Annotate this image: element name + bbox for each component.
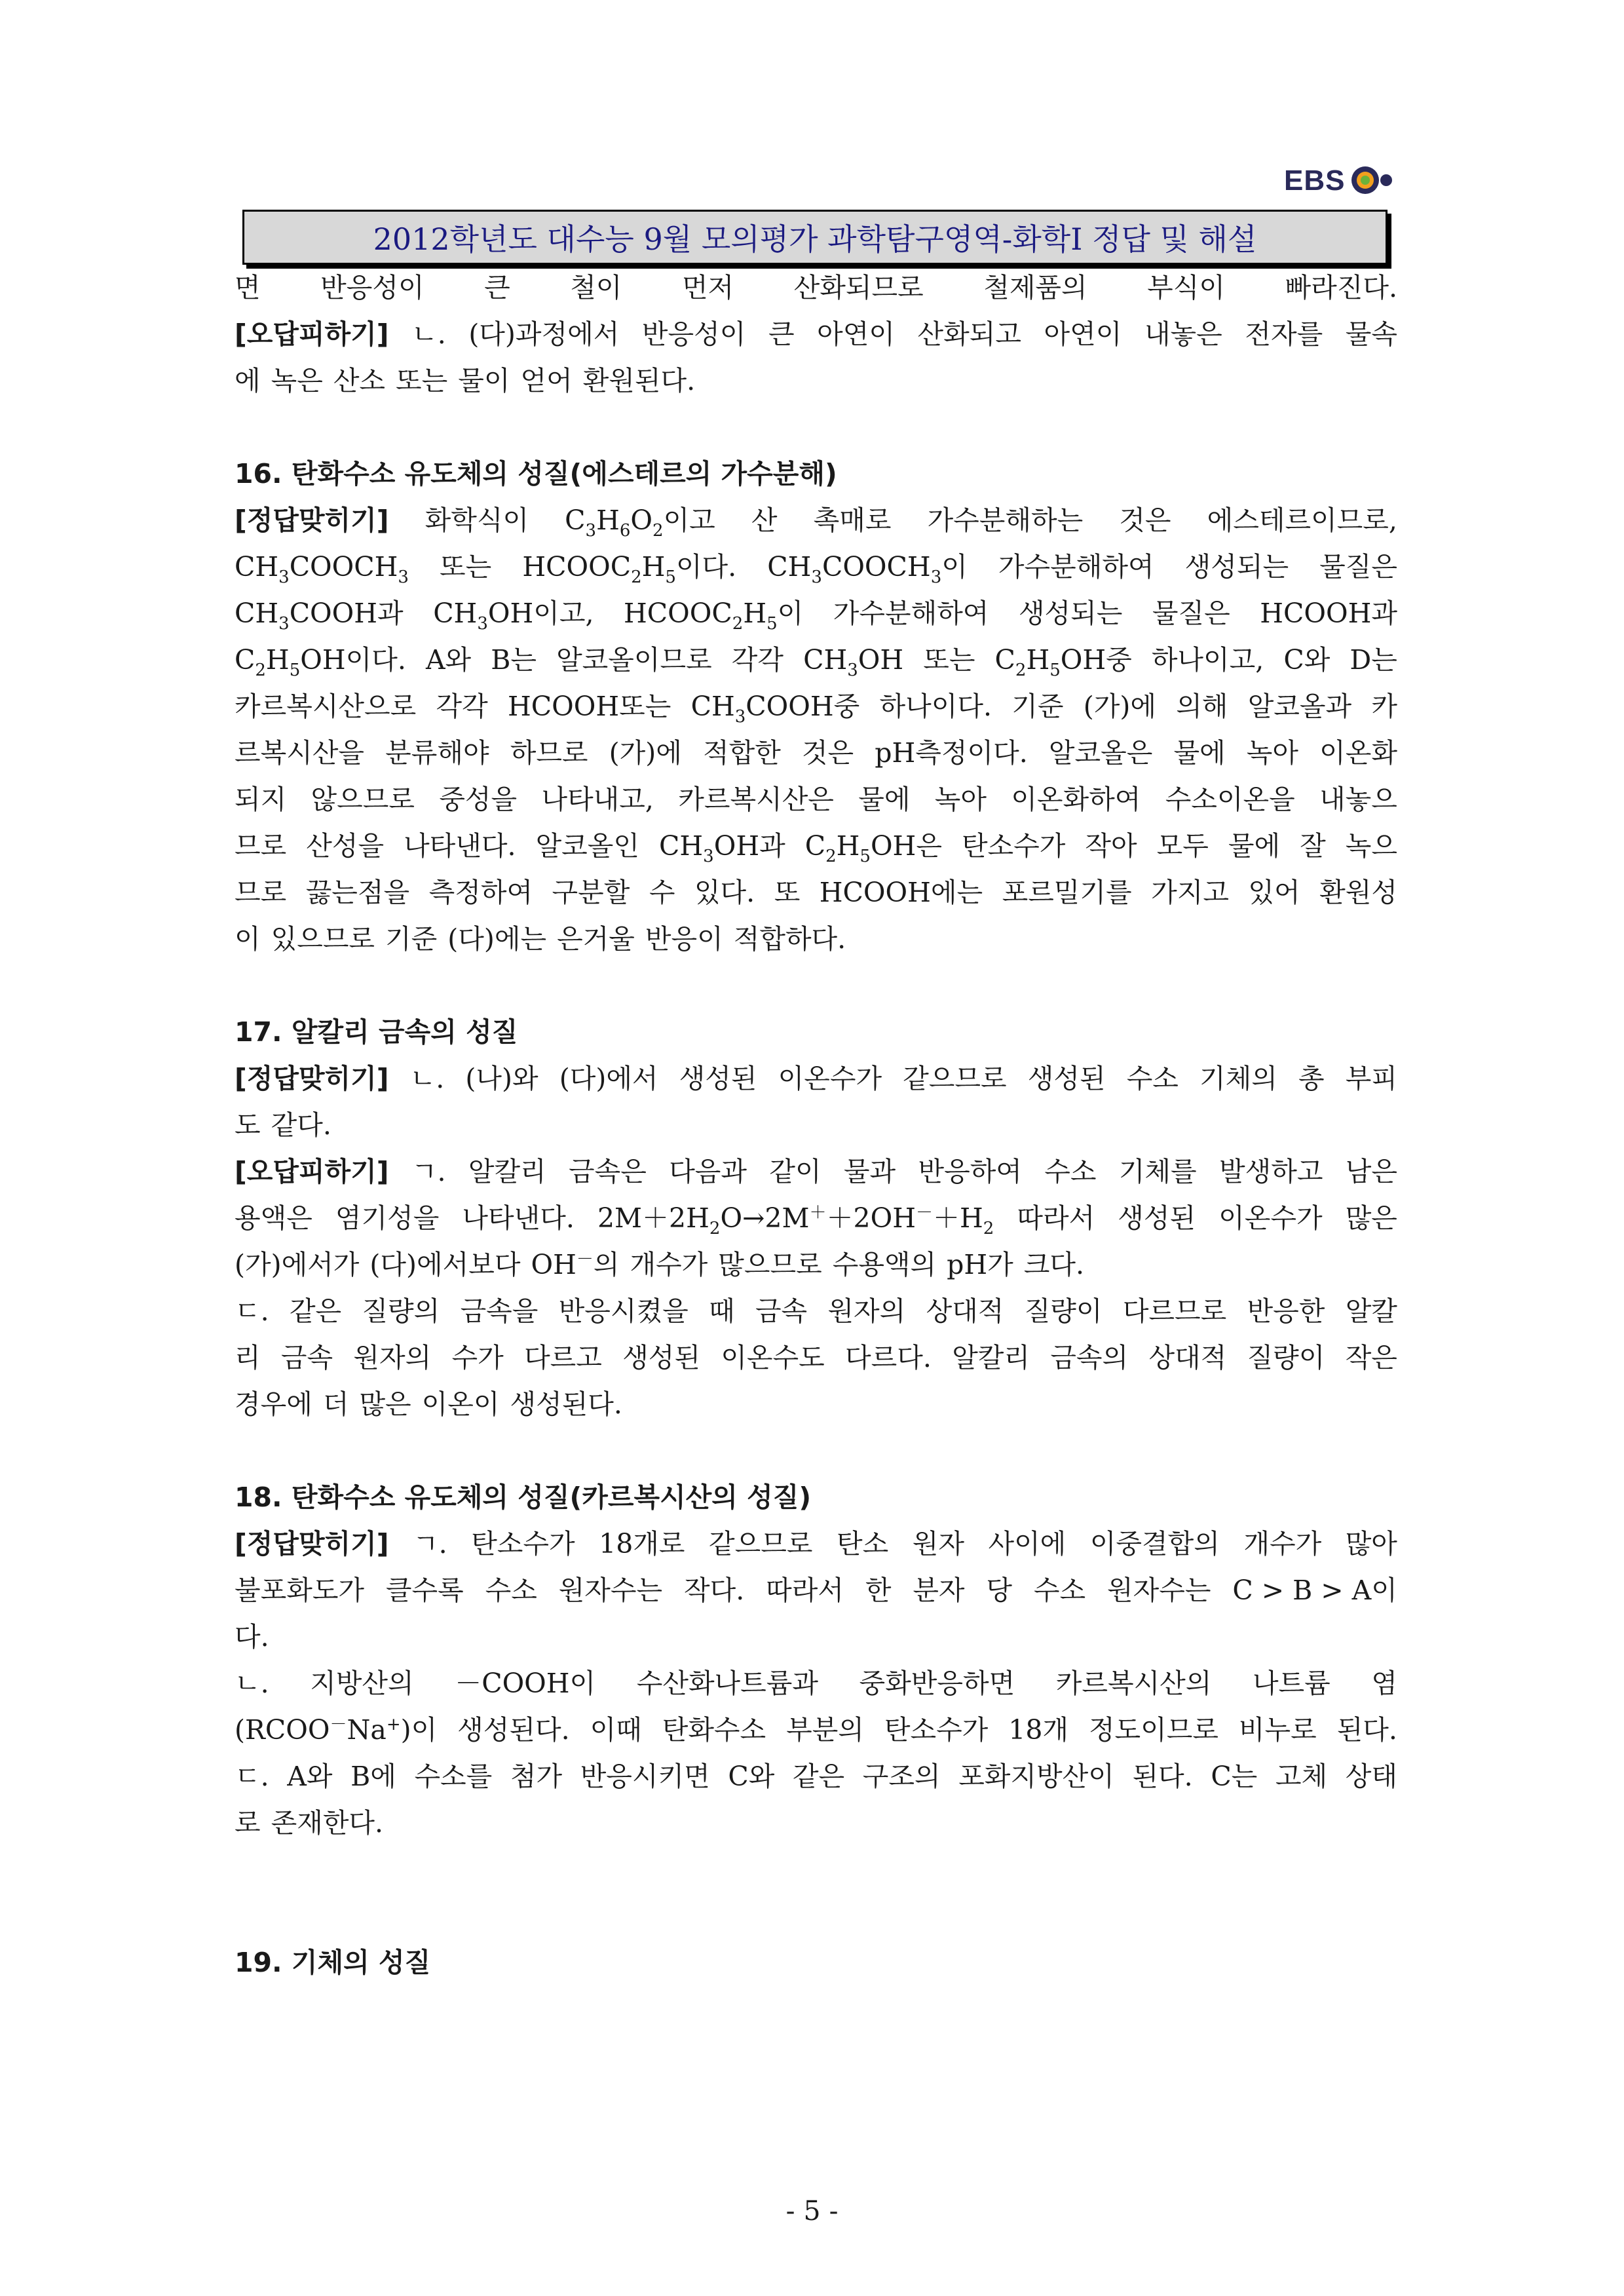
word: 알코올이므로 bbox=[556, 644, 712, 676]
word: 다. bbox=[235, 1621, 269, 1653]
word: ㄴ. bbox=[411, 318, 446, 350]
word: 녹아 bbox=[934, 784, 987, 815]
word: 의해 bbox=[1176, 691, 1228, 722]
word: 작다. bbox=[684, 1575, 745, 1606]
word: 녹으 bbox=[1345, 830, 1397, 862]
formula: $HCOOC_2H_5$이다. bbox=[522, 551, 737, 587]
word: 에스테르이므로, bbox=[1207, 505, 1397, 536]
word: 각각 bbox=[436, 691, 488, 722]
word: 이온화하여 bbox=[1011, 784, 1141, 815]
word: 많은 bbox=[359, 1388, 411, 1420]
word: 다르다. bbox=[845, 1342, 932, 1373]
word: 같으므로 bbox=[903, 1063, 1007, 1094]
word: 잘 bbox=[1300, 830, 1326, 862]
text-line bbox=[235, 776, 1397, 823]
word: 생성된다. bbox=[510, 1388, 622, 1420]
word: 알칼리 bbox=[468, 1156, 546, 1187]
word: 한 bbox=[865, 1575, 892, 1606]
answer-label: [오답피하기] bbox=[235, 1156, 389, 1187]
text-line bbox=[235, 916, 1397, 963]
word: 탄소 bbox=[837, 1528, 889, 1559]
word: 수소이온을 bbox=[1165, 784, 1295, 815]
section-heading-17: 17. 알칼리 금속의 성질 bbox=[235, 1016, 518, 1048]
formula: $C_3H_6O_2$이고 bbox=[565, 505, 715, 541]
word: 기준 bbox=[1011, 691, 1064, 722]
text-line bbox=[235, 1753, 1397, 1800]
word: (다)에서 bbox=[559, 1063, 658, 1094]
word: 따라서 bbox=[1017, 1202, 1095, 1234]
formula: $CH_3OH$과 bbox=[659, 830, 785, 866]
word: 가수분해하는 bbox=[927, 505, 1084, 536]
word: 이때 bbox=[590, 1714, 642, 1746]
text-line bbox=[235, 637, 1397, 683]
text-line bbox=[235, 1521, 1397, 1567]
word: 수소 bbox=[1033, 1575, 1086, 1606]
word: 개수가 bbox=[1243, 1528, 1322, 1559]
text-line bbox=[235, 590, 1397, 637]
word: 포르밀기를 bbox=[1002, 877, 1132, 908]
word: 용액은 bbox=[235, 1202, 312, 1234]
word: C는 bbox=[1211, 1761, 1258, 1792]
word: 모두 bbox=[1156, 830, 1209, 862]
word: ㄷ. bbox=[235, 1295, 269, 1327]
word: 기체의 bbox=[1199, 1063, 1277, 1094]
formula: $CH_3COOH$중 bbox=[690, 691, 860, 727]
answer-label: [정답맞히기] bbox=[235, 1528, 389, 1559]
word: 도 bbox=[235, 1109, 261, 1141]
word: 알칼 bbox=[1345, 1295, 1397, 1327]
word: 있어 bbox=[1248, 877, 1300, 908]
word: 구조의 bbox=[862, 1761, 941, 1792]
formula: $CH_3COOH$과 bbox=[235, 598, 404, 634]
formula: HCOOH또는 bbox=[508, 691, 671, 722]
word: 이온수도 bbox=[721, 1342, 825, 1373]
word: 같으므로 bbox=[709, 1528, 813, 1559]
word: 다르고 bbox=[524, 1342, 602, 1373]
word: 비누로 bbox=[1238, 1714, 1317, 1746]
word: 반응시켰을 bbox=[558, 1295, 689, 1327]
word: 수 bbox=[649, 877, 675, 908]
word: 르복시산을 bbox=[235, 737, 365, 769]
formula: $HCOOC_2H_5$이 bbox=[624, 598, 804, 634]
word: 다르므로 bbox=[1122, 1295, 1227, 1327]
word: 고체 bbox=[1275, 1761, 1328, 1792]
word: 수가 bbox=[451, 1342, 504, 1373]
word: 질량이 bbox=[1024, 1295, 1103, 1327]
word: 또 bbox=[774, 877, 801, 908]
word: 알코올인 bbox=[535, 830, 639, 862]
word: 되지 bbox=[235, 784, 287, 815]
word: 큰 bbox=[768, 318, 795, 350]
word: C와 bbox=[1283, 644, 1331, 676]
word: 산성을 bbox=[306, 830, 385, 862]
word: 크다. bbox=[1023, 1249, 1085, 1280]
word: 탄화수소 bbox=[662, 1714, 766, 1746]
word: 때 bbox=[709, 1295, 735, 1327]
word: 전자를 bbox=[1245, 318, 1323, 350]
word: D는 bbox=[1350, 644, 1397, 676]
word: 적합하다. bbox=[733, 923, 846, 955]
word: 하나이다. bbox=[879, 691, 992, 722]
word: 많아 bbox=[1345, 1528, 1397, 1559]
word: 나타낸다. bbox=[462, 1202, 575, 1234]
word: 같은 bbox=[792, 1761, 845, 1792]
word: 은거울 bbox=[557, 923, 635, 955]
word: 물에 bbox=[858, 784, 911, 815]
word: 산소 bbox=[333, 365, 386, 396]
word: 금속 bbox=[755, 1295, 808, 1327]
word: 작아 bbox=[1085, 830, 1137, 862]
formula: HCOOH과 bbox=[1260, 598, 1397, 629]
word: 물질은 bbox=[1152, 598, 1230, 629]
text-line bbox=[235, 1195, 1397, 1242]
document-body bbox=[235, 265, 1397, 1986]
text-line bbox=[235, 870, 1397, 916]
word: 가수분해하여 bbox=[833, 598, 989, 629]
word: 생성된 bbox=[679, 1063, 757, 1094]
word: 나타낸다. bbox=[404, 830, 516, 862]
word: 이중결합의 bbox=[1089, 1528, 1220, 1559]
word: C > B > A이 bbox=[1232, 1575, 1397, 1606]
text-line bbox=[235, 823, 1397, 870]
word: 반응한 bbox=[1247, 1295, 1325, 1327]
word: 기준 bbox=[385, 923, 438, 955]
word: 산 bbox=[751, 505, 778, 536]
word: 철이 bbox=[570, 272, 622, 303]
word: 므로 bbox=[235, 830, 287, 862]
word: A와 bbox=[425, 644, 472, 676]
word: 생성된다. bbox=[457, 1714, 570, 1746]
word: 중성을 bbox=[439, 784, 518, 815]
word: 지방산의 bbox=[310, 1668, 414, 1699]
word: 이온화 bbox=[1319, 737, 1397, 769]
word: 탄소수가 bbox=[471, 1528, 575, 1559]
text-line bbox=[235, 683, 1397, 730]
answer-label: [오답피하기] bbox=[235, 318, 389, 350]
ebs-logo-icon bbox=[1351, 163, 1394, 197]
word: 물질은 bbox=[1319, 551, 1397, 583]
text-line bbox=[235, 1056, 1397, 1102]
word: 금속의 bbox=[1050, 1342, 1129, 1373]
word: 같다. bbox=[271, 1109, 331, 1141]
word: 가지고 bbox=[1151, 877, 1229, 908]
word: ㄷ. bbox=[235, 1761, 269, 1792]
word: 알코올은 bbox=[1048, 737, 1153, 769]
word: 물속 bbox=[1345, 318, 1397, 350]
word: 같은 bbox=[289, 1295, 342, 1327]
word: B에 bbox=[350, 1761, 396, 1792]
word: 녹은 bbox=[271, 365, 323, 396]
word: (다)에는 bbox=[447, 923, 547, 955]
word: 분류해야 bbox=[385, 737, 489, 769]
word: 반응하여 bbox=[918, 1156, 1022, 1187]
word: (다)에서보다 bbox=[369, 1249, 521, 1280]
word: 반응성이 bbox=[641, 318, 746, 350]
text-line bbox=[235, 1800, 1397, 1846]
text-line bbox=[235, 1288, 1397, 1335]
word: A와 bbox=[287, 1761, 333, 1792]
text-line bbox=[235, 1102, 1397, 1149]
word: 나트륨 bbox=[1252, 1668, 1331, 1699]
word: 촉매로 bbox=[813, 505, 892, 536]
word: 불포화도가 bbox=[235, 1575, 365, 1606]
word: 생성된 bbox=[1118, 1202, 1196, 1234]
word: 분자 bbox=[913, 1575, 965, 1606]
word: (가)에 bbox=[1083, 691, 1156, 722]
word: 리 bbox=[235, 1342, 261, 1373]
word: 녹아 bbox=[1246, 737, 1299, 769]
word: 물과 bbox=[843, 1156, 896, 1187]
word: 염기성을 bbox=[335, 1202, 440, 1234]
word: 포화지방산이 bbox=[958, 1761, 1114, 1792]
word: 더 bbox=[322, 1388, 349, 1420]
word: 환원된다. bbox=[582, 365, 696, 396]
word: 물이 bbox=[458, 365, 510, 396]
word: 중화반응하면 bbox=[859, 1668, 1015, 1699]
word: 기체를 bbox=[1118, 1156, 1197, 1187]
word: 이온수가 bbox=[1218, 1202, 1323, 1234]
word: 부피 bbox=[1345, 1063, 1397, 1094]
word: pH가 bbox=[947, 1249, 1013, 1280]
word: 금속 bbox=[280, 1342, 333, 1373]
word: B는 bbox=[491, 644, 537, 676]
answer-label: [정답맞히기] bbox=[235, 505, 389, 536]
word: 생성되는 bbox=[1184, 551, 1289, 583]
formula: $CH_3OH$ bbox=[803, 644, 904, 680]
word: 또는 bbox=[440, 551, 492, 583]
word: ㄱ. bbox=[413, 1528, 447, 1559]
word: 당 bbox=[986, 1575, 1013, 1606]
word: 원자의 bbox=[827, 1295, 906, 1327]
formula: OH－의 bbox=[531, 1249, 620, 1280]
word: 수소 bbox=[1126, 1063, 1179, 1094]
word: 상대적 bbox=[926, 1295, 1004, 1327]
formula: $CH_3COOCH_3$ bbox=[235, 551, 409, 587]
word: 이온이 bbox=[421, 1388, 500, 1420]
page-number: - 5 - bbox=[785, 2195, 839, 2227]
section-heading-18: 18. 탄화수소 유도체의 성질(카르복시산의 성질) bbox=[235, 1482, 812, 1513]
word: 카르복시산의 bbox=[1055, 1668, 1212, 1699]
word: 하나이고, bbox=[1151, 644, 1264, 676]
word: 산화되므로 bbox=[793, 272, 924, 303]
word: 된다. bbox=[1336, 1714, 1397, 1746]
word: 로 bbox=[235, 1807, 261, 1839]
formula: $CH_3COOCH_3$이 bbox=[767, 551, 968, 587]
word: 질량의 bbox=[362, 1295, 440, 1327]
word: 생성된 bbox=[622, 1342, 701, 1373]
text-line bbox=[235, 1242, 1397, 1288]
word: 수용액의 bbox=[832, 1249, 937, 1280]
word: 금속은 bbox=[569, 1156, 647, 1187]
word: 환원성 bbox=[1319, 877, 1397, 908]
word: 원자수는 bbox=[1107, 1575, 1211, 1606]
word: 물에 bbox=[1228, 830, 1281, 862]
formula: $C_2H_5OH$중 bbox=[994, 644, 1132, 680]
text-line bbox=[235, 1707, 1397, 1753]
text-line bbox=[235, 1335, 1397, 1381]
word: 있다. bbox=[694, 877, 755, 908]
word: 내놓으 bbox=[1319, 784, 1397, 815]
word: 생성되는 bbox=[1018, 598, 1123, 629]
word: 개수가 bbox=[630, 1249, 708, 1280]
word: 탄소수가 bbox=[961, 830, 1066, 862]
word: 상태 bbox=[1345, 1761, 1397, 1792]
document-title-box bbox=[242, 210, 1388, 265]
text-line bbox=[235, 730, 1397, 776]
word: 물에 bbox=[1173, 737, 1226, 769]
word: 탄소수가 bbox=[884, 1714, 989, 1746]
word: 산화되고 bbox=[917, 318, 1021, 350]
text-line bbox=[235, 497, 1397, 544]
word: 구분할 bbox=[552, 877, 630, 908]
text-line bbox=[235, 1149, 1397, 1195]
word: 원자 bbox=[912, 1528, 964, 1559]
word: 많으므로 bbox=[718, 1249, 822, 1280]
word: 알칼리 bbox=[952, 1342, 1030, 1373]
word: 카 bbox=[1371, 691, 1397, 722]
word: 경우에 bbox=[235, 1388, 312, 1420]
word: 작은 bbox=[1345, 1342, 1397, 1373]
text-line bbox=[235, 358, 1397, 404]
word: 클수록 bbox=[385, 1575, 464, 1606]
word: 내놓은 bbox=[1144, 318, 1222, 350]
word: 또는 bbox=[396, 365, 448, 396]
word: 총 bbox=[1298, 1063, 1325, 1094]
word: －COOH이 bbox=[455, 1668, 596, 1699]
section-heading-19: 19. 기체의 성질 bbox=[235, 1947, 431, 1978]
word: 반응성이 bbox=[320, 272, 425, 303]
word: 반응이 bbox=[645, 923, 723, 955]
word: 많은 bbox=[1345, 1202, 1397, 1234]
word: pH측정이다. bbox=[875, 737, 1028, 769]
word: 수산화나트륨과 bbox=[636, 1668, 818, 1699]
word: 원자수는 bbox=[558, 1575, 663, 1606]
text-line bbox=[235, 1567, 1397, 1614]
word: 생성된 bbox=[1027, 1063, 1106, 1094]
word: 않으므로 bbox=[311, 784, 415, 815]
word: (다)과정에서 bbox=[468, 318, 620, 350]
word: 카르복시산은 bbox=[678, 784, 834, 815]
word: 얻어 bbox=[520, 365, 573, 396]
word: 에 bbox=[235, 365, 261, 396]
text-line bbox=[235, 1614, 1397, 1660]
word: 나타내고, bbox=[541, 784, 654, 815]
word: (가)에 bbox=[609, 737, 682, 769]
answer-label: [정답맞히기] bbox=[235, 1063, 389, 1094]
text-line bbox=[235, 544, 1397, 590]
word: 카르복시산으로 bbox=[235, 691, 417, 722]
word: 있으므로 bbox=[271, 923, 375, 955]
word: 끓는점을 bbox=[305, 877, 410, 908]
word: 첨가 bbox=[510, 1761, 563, 1792]
section-heading-16: 16. 탄화수소 유도체의 성질(에스테르의 가수분해) bbox=[235, 458, 837, 489]
word: 이온수가 bbox=[778, 1063, 882, 1094]
word: 이 bbox=[235, 923, 261, 955]
word: 또는 bbox=[923, 644, 975, 676]
word: 남은 bbox=[1345, 1156, 1397, 1187]
word: 질량이 bbox=[1247, 1342, 1325, 1373]
word: 아연이 bbox=[1044, 318, 1122, 350]
word: 부분의 bbox=[786, 1714, 864, 1746]
word: 정도이므로 bbox=[1088, 1714, 1218, 1746]
text-line bbox=[235, 1660, 1397, 1707]
word: ㄴ. bbox=[409, 1063, 445, 1094]
word: (나)와 bbox=[465, 1063, 538, 1094]
word: 원자의 bbox=[353, 1342, 432, 1373]
word: 것은 bbox=[801, 737, 854, 769]
formula: $C_2H_5OH$이다. bbox=[235, 644, 406, 680]
formula: $C_2H_5OH$은 bbox=[804, 830, 942, 866]
word: 것은 bbox=[1119, 505, 1171, 536]
word: 반응시키면 bbox=[580, 1761, 710, 1792]
formula: (RCOO－Na+)이 bbox=[235, 1714, 438, 1746]
word: 수소 bbox=[1044, 1156, 1097, 1187]
word: 다음과 bbox=[669, 1156, 747, 1187]
document-title: 2012학년도 대수능 9월 모의평가 과학탐구영역-화학Ⅰ 정답 및 해설 bbox=[373, 221, 1257, 257]
word: C와 bbox=[728, 1761, 775, 1792]
word: 존재한다. bbox=[271, 1807, 384, 1839]
word: 빠라진다. bbox=[1285, 272, 1397, 303]
text-line bbox=[235, 1381, 1397, 1428]
word: ㄴ. bbox=[235, 1668, 269, 1699]
text-line bbox=[235, 311, 1397, 358]
word: 철제품의 bbox=[983, 272, 1087, 303]
word: 아연이 bbox=[817, 318, 895, 350]
word: 알코올과 bbox=[1247, 691, 1352, 722]
word: 18개로 bbox=[599, 1528, 685, 1559]
word: ㄱ. bbox=[411, 1156, 446, 1187]
word: 각각 bbox=[731, 644, 784, 676]
word: 화학식이 bbox=[425, 505, 529, 536]
word: 면 bbox=[235, 272, 261, 303]
word: 므로 bbox=[235, 877, 287, 908]
word: 금속을 bbox=[460, 1295, 538, 1327]
word: 큰 bbox=[484, 272, 510, 303]
word: 먼저 bbox=[681, 272, 734, 303]
word: 18개 bbox=[1008, 1714, 1069, 1746]
equation: $2M+2H_2O\to 2M^++2OH^-+H_2$ bbox=[597, 1202, 994, 1238]
word: (가)에서가 bbox=[235, 1249, 360, 1280]
word: 사이에 bbox=[988, 1528, 1067, 1559]
word: 측정하여 bbox=[428, 877, 533, 908]
word: 수소 bbox=[485, 1575, 537, 1606]
word: 적합한 bbox=[703, 737, 781, 769]
formula: HCOOH에는 bbox=[819, 877, 983, 908]
word: 수소를 bbox=[414, 1761, 493, 1792]
ebs-logo bbox=[1284, 161, 1395, 200]
formula: $CH_3OH$이고, bbox=[433, 598, 594, 634]
word: 가수분해하여 bbox=[998, 551, 1154, 583]
word: 상대적 bbox=[1148, 1342, 1227, 1373]
ebs-logo-text: EBS bbox=[1284, 164, 1346, 197]
word: 염 bbox=[1371, 1668, 1397, 1699]
word: 같이 bbox=[769, 1156, 821, 1187]
word: 된다. bbox=[1132, 1761, 1193, 1792]
word: 따라서 bbox=[766, 1575, 844, 1606]
word: 발생하고 bbox=[1219, 1156, 1323, 1187]
text-line bbox=[235, 265, 1397, 311]
word: 부식이 bbox=[1147, 272, 1225, 303]
word: 하므로 bbox=[510, 737, 588, 769]
